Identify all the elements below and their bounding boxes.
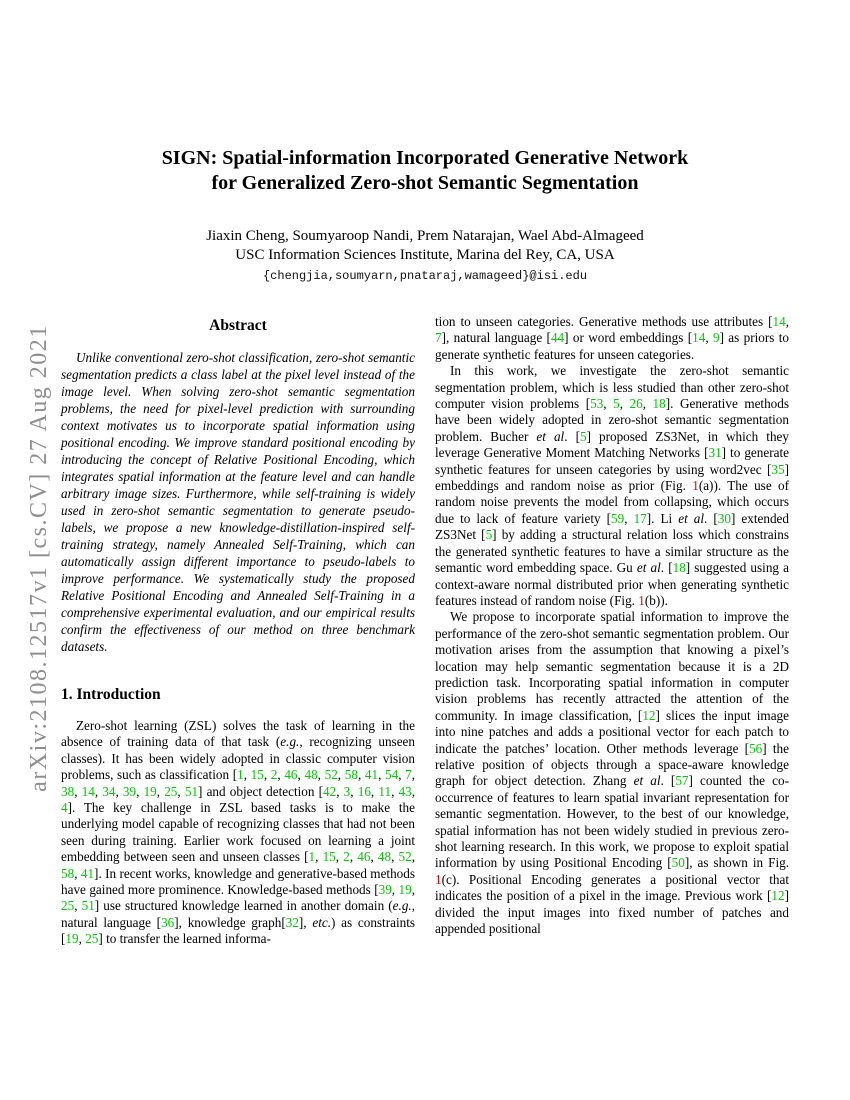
- paragraph: tion to unseen categories. Generative methods use attributes [14, 7], natural language [44] or word embeddings [14, 9] as priors to generate synthetic features for unseen categories.: [435, 314, 790, 362]
- section-heading-introduction: 1. Introduction: [61, 686, 161, 703]
- citation-link[interactable]: 15: [322, 849, 336, 865]
- citation-link[interactable]: 12: [642, 707, 656, 723]
- citation-link[interactable]: 54: [385, 767, 399, 783]
- citation-link[interactable]: 14: [692, 330, 706, 346]
- citation-link[interactable]: 43: [398, 783, 412, 799]
- authors-line: Jiaxin Cheng, Soumyaroop Nandi, Prem Natarajan, Wael Abd-Almageed: [206, 228, 644, 244]
- citation-link[interactable]: 9: [712, 330, 720, 346]
- citation-link[interactable]: 52: [324, 767, 338, 783]
- figure-link[interactable]: 1: [692, 478, 699, 494]
- paper-title-line-2: for Generalized Zero-shot Semantic Segmentation: [211, 172, 639, 194]
- citation-link[interactable]: 7: [405, 767, 412, 783]
- citation-link[interactable]: 25: [85, 931, 99, 947]
- citation-link[interactable]: 42: [323, 783, 337, 799]
- citation-link[interactable]: 51: [184, 783, 199, 799]
- citation-link[interactable]: 2: [343, 849, 350, 865]
- citation-link[interactable]: 48: [304, 767, 318, 783]
- paragraph: We propose to incorporate spatial information to improve the performance of the zero-shot semantic segmentation problem. Our motivation arises from the assumption that knowing a pixel’s location may help semantic segmentation because it is a 2D prediction task. Incorporating spatial information in computer vision problems has recently attracted the attention of the community. In image classification, [12] slices the input image into nine patches and adds a positional vector for each patch to indicate the patches’ location. Other methods leverage [56] the relative position of objects through a space-aware knowledge graph for object detection. Zhang et al. [57] counted the co-occurrence of features to learn spatial invariant representation for semantic segmentation. However, to the best of our knowledge, spatial information has not been widely studied in previous zero-shot learning research. In this work, we propose to exploit spatial information by using Positional Encoding [50], as shown in Fig. 1(c). Positional Encoding generates a positional vector that indicates the position of a pixel in the image. Previous work [12] divided the input images into fixed number of patches and appended positional: [435, 609, 789, 937]
- figure-link[interactable]: 1: [638, 592, 645, 608]
- introduction-left-text: [61, 718, 415, 948]
- citation-link[interactable]: 17: [633, 510, 647, 526]
- citation-link[interactable]: 18: [672, 560, 686, 576]
- citation-link[interactable]: 1: [237, 767, 244, 783]
- paragraph: Unlike conventional zero-shot classification, zero-shot semantic segmentation predicts a class label at the pixel level instead of the image level. When solving zero-shot semantic segmentation problems, the need for pixel-level prediction with surrounding context motivates us to incorporate spatial information using positional encoding. We improve standard positional encoding by introducing the concept of Relative Positional Encoding, which integrates spatial information at the feature level and can handle arbitrary image sizes. Furthermore, while self-training is widely used in zero-shot semantic segmentation to generate pseudo-labels, we propose a new knowledge-distillation-inspired self-training strategy, namely Annealed Self-Training, which can automatically assign different importance to pseudo-labels to improve performance. We systematically study the proposed Relative Positional Encoding and Annealed Self-Training in a comprehensive experimental evaluation, and our empirical results confirm the effectiveness of our method on three benchmark datasets.: [61, 350, 415, 654]
- citation-link[interactable]: 2: [270, 767, 278, 783]
- citation-link[interactable]: 7: [435, 330, 442, 346]
- citation-link[interactable]: 5: [485, 527, 493, 543]
- citation-link[interactable]: 30: [717, 510, 731, 526]
- citation-link[interactable]: 19: [398, 882, 412, 898]
- citation-link[interactable]: 56: [749, 740, 763, 756]
- citation-link[interactable]: 5: [579, 428, 587, 444]
- citation-link[interactable]: 39: [122, 783, 137, 799]
- citation-link[interactable]: 19: [65, 931, 79, 947]
- abstract-heading: Abstract: [209, 317, 267, 334]
- right-column: [435, 314, 789, 937]
- citation-link[interactable]: 25: [164, 783, 178, 799]
- citation-link[interactable]: 16: [357, 783, 371, 799]
- citation-link[interactable]: 58: [344, 767, 358, 783]
- citation-link[interactable]: 59: [611, 510, 625, 526]
- citation-link[interactable]: 14: [81, 783, 95, 799]
- citation-link[interactable]: 46: [284, 767, 298, 783]
- introduction-right-text: [435, 314, 789, 937]
- citation-link[interactable]: 46: [357, 849, 371, 865]
- arxiv-watermark: arXiv:2108.12517v1 [cs.CV] 27 Aug 2021: [26, 324, 52, 792]
- citation-link[interactable]: 4: [61, 800, 68, 816]
- citation-link[interactable]: 51: [81, 898, 95, 914]
- citation-link[interactable]: 34: [102, 783, 116, 799]
- citation-link[interactable]: 14: [772, 314, 786, 329]
- citation-link[interactable]: 18: [652, 396, 666, 412]
- citation-link[interactable]: 36: [161, 914, 175, 930]
- abstract-body: [61, 349, 415, 655]
- affiliation-line: USC Information Sciences Institute, Marina del Rey, CA, USA: [235, 247, 615, 263]
- citation-link[interactable]: 38: [61, 783, 75, 799]
- citation-link[interactable]: 58: [61, 865, 75, 881]
- paragraph: Zero-shot learning (ZSL) solves the task of learning in the absence of training data of that task (e.g., recognizing unseen classes). It has been widely adopted in classic computer vision problems, such as classification [1, 15, 2, 46, 48, 52, 58, 41, 54, 7, 38, 14, 34, 39, 19, 25, 51] and object detection [42, 3, 16, 11, 43, 4]. The key challenge in ZSL based tasks is to make the underlying model capable of recognizing classes that had not been seen during training. Earlier work focused on learning a joint embedding between seen and unseen classes [1, 15, 2, 46, 48, 52, 58, 41]. In recent works, knowledge and generative-based methods have gained more prominence. Knowledge-based methods [39, 19, 25, 51] use structured knowledge learned in another domain (e.g., natural language [36], knowledge graph[32], etc.) as constraints [19, 25] to transfer the learned informa-: [61, 718, 416, 947]
- citation-link[interactable]: 32: [285, 914, 299, 930]
- citation-link[interactable]: 19: [143, 783, 157, 799]
- citation-link[interactable]: 25: [61, 898, 75, 914]
- citation-link[interactable]: 3: [343, 783, 351, 799]
- email-line: {chengjia,soumyarn,pnataraj,wamageed}@isi.edu: [262, 269, 588, 283]
- citation-link[interactable]: 15: [250, 767, 264, 783]
- citation-link[interactable]: 41: [80, 865, 95, 881]
- citation-link[interactable]: 57: [675, 773, 689, 789]
- citation-link[interactable]: 31: [708, 445, 722, 461]
- citation-link[interactable]: 48: [377, 849, 392, 865]
- citation-link[interactable]: 12: [771, 888, 785, 904]
- citation-link[interactable]: 1: [308, 849, 316, 865]
- citation-link[interactable]: 11: [378, 783, 392, 799]
- citation-link[interactable]: 39: [378, 882, 392, 898]
- citation-link[interactable]: 41: [364, 767, 379, 783]
- citation-link[interactable]: 26: [629, 396, 643, 412]
- citation-link[interactable]: 53: [590, 396, 604, 412]
- paper-header: [0, 146, 850, 284]
- paragraph: In this work, we investigate the zero-shot semantic segmentation problem, which is less studied than other zero-shot computer vision problems [53, 5, 26, 18]. Generative methods have been widely adopted in zero-shot semantic segmentation problem. Bucher et al. [5] proposed ZS3Net, in which they leverage Generative Moment Matching Networks [31] to generate synthetic features for unseen categories by using word2vec [35] embeddings and random noise as prior (Fig. 1(a)). The use of random noise prevents the model from collapsing, which occurs due to lack of feature variety [59, 17]. Li et al. [30] extended ZS3Net [5] by adding a structural relation loss which constrains the generated synthetic features to have a similar structure as the semantic word embedding space. Gu et al. [18] suggested using a context-aware normal distributed prior when generating synthetic features instead of random noise (Fig. 1(b)).: [435, 363, 790, 608]
- citation-link[interactable]: 50: [671, 855, 685, 871]
- citation-link[interactable]: 44: [550, 330, 565, 346]
- citation-link[interactable]: 35: [771, 461, 785, 477]
- left-column: [61, 314, 415, 948]
- paper-title-line-1: SIGN: Spatial-information Incorporated Generative Network: [161, 147, 689, 169]
- citation-link[interactable]: 5: [613, 396, 620, 412]
- citation-link[interactable]: 52: [398, 849, 412, 865]
- figure-link[interactable]: 1: [435, 871, 442, 887]
